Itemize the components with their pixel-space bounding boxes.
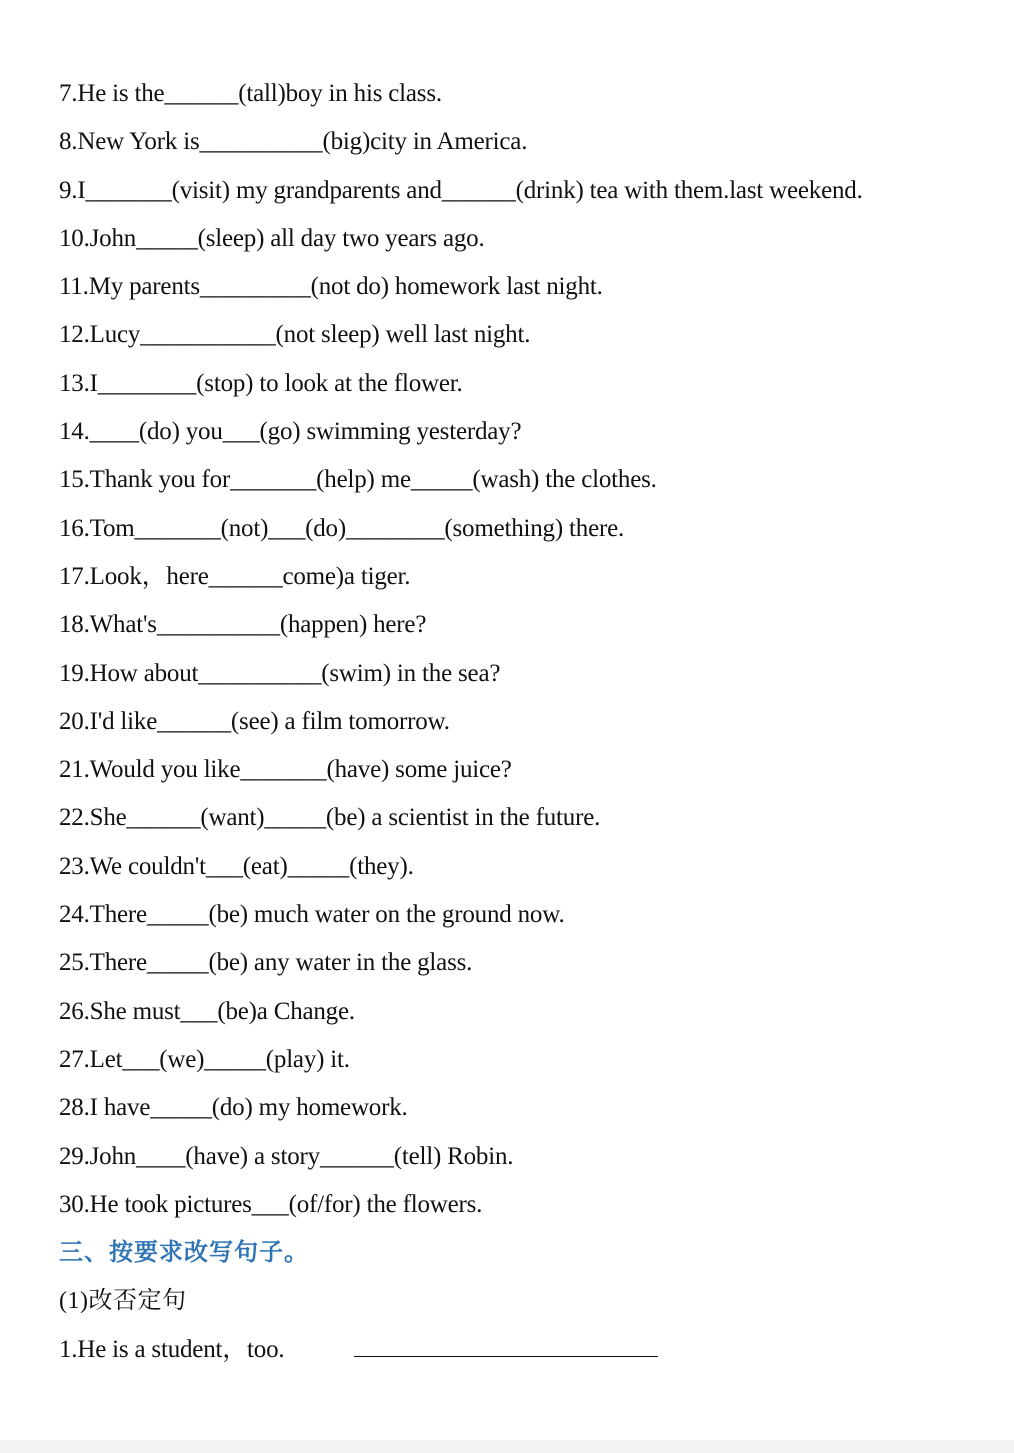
- rewrite-question-text: 1.He is a student，too.: [59, 1335, 285, 1363]
- exercise-item-11: 11.My parents_________(not do) homework last night.: [59, 273, 603, 301]
- section-heading: 三、按要求改写句子。: [59, 1240, 309, 1267]
- exercise-item-7: 7.He is the______(tall)boy in his class.: [59, 80, 442, 107]
- exercise-item-14: 14.____(do) you___(go) swimming yesterday?: [59, 418, 522, 446]
- exercise-item-23: 23.We couldn't___(eat)_____(they).: [59, 852, 414, 880]
- exercise-item-30: 30.He took pictures___(of/for) the flowers.: [59, 1190, 483, 1218]
- exercise-item-22: 22.She______(want)_____(be) a scientist in the future.: [59, 804, 601, 832]
- exercise-item-8: 8.New York is__________(big)city in America.: [59, 128, 528, 156]
- exercise-item-20: 20.I'd like______(see) a film tomorrow.: [59, 707, 450, 735]
- page-bottom-margin: [0, 1440, 1014, 1453]
- exercise-item-18: 18.What's__________(happen) here?: [59, 611, 427, 639]
- section-subheading: (1)改否定句: [59, 1288, 187, 1315]
- rewrite-question-1: [59, 1328, 979, 1376]
- exercise-item-17: 17.Look，here______come)a tiger.: [59, 562, 411, 590]
- exercise-item-27: 27.Let___(we)_____(play) it.: [59, 1045, 350, 1073]
- exercise-list: [59, 72, 979, 1376]
- exercise-item-15: 15.Thank you for_______(help) me_____(wash) the clothes.: [59, 466, 657, 494]
- exercise-item-26: 26.She must___(be)a Change.: [59, 997, 355, 1025]
- exercise-item-21: 21.Would you like_______(have) some juice?: [59, 756, 512, 784]
- answer-blank-line[interactable]: [354, 1330, 658, 1357]
- exercise-item-10: 10.John_____(sleep) all day two years ago.: [59, 224, 485, 252]
- exercise-item-9: 9.I_______(visit) my grandparents and______(drink) tea with them.last weekend.: [59, 176, 863, 204]
- exercise-item-12: 12.Lucy___________(not sleep) well last night.: [59, 321, 531, 349]
- exercise-item-24: 24.There_____(be) much water on the ground now.: [59, 901, 565, 929]
- exercise-item-16: 16.Tom_______(not)___(do)________(something) there.: [59, 514, 625, 542]
- exercise-item-19: 19.How about__________(swim) in the sea?: [59, 659, 501, 687]
- exercise-item-28: 28.I have_____(do) my homework.: [59, 1094, 408, 1122]
- exercise-item-25: 25.There_____(be) any water in the glass.: [59, 949, 473, 977]
- exercise-item-13: 13.I________(stop) to look at the flower.: [59, 369, 463, 397]
- exercise-item-29: 29.John____(have) a story______(tell) Robin.: [59, 1142, 514, 1170]
